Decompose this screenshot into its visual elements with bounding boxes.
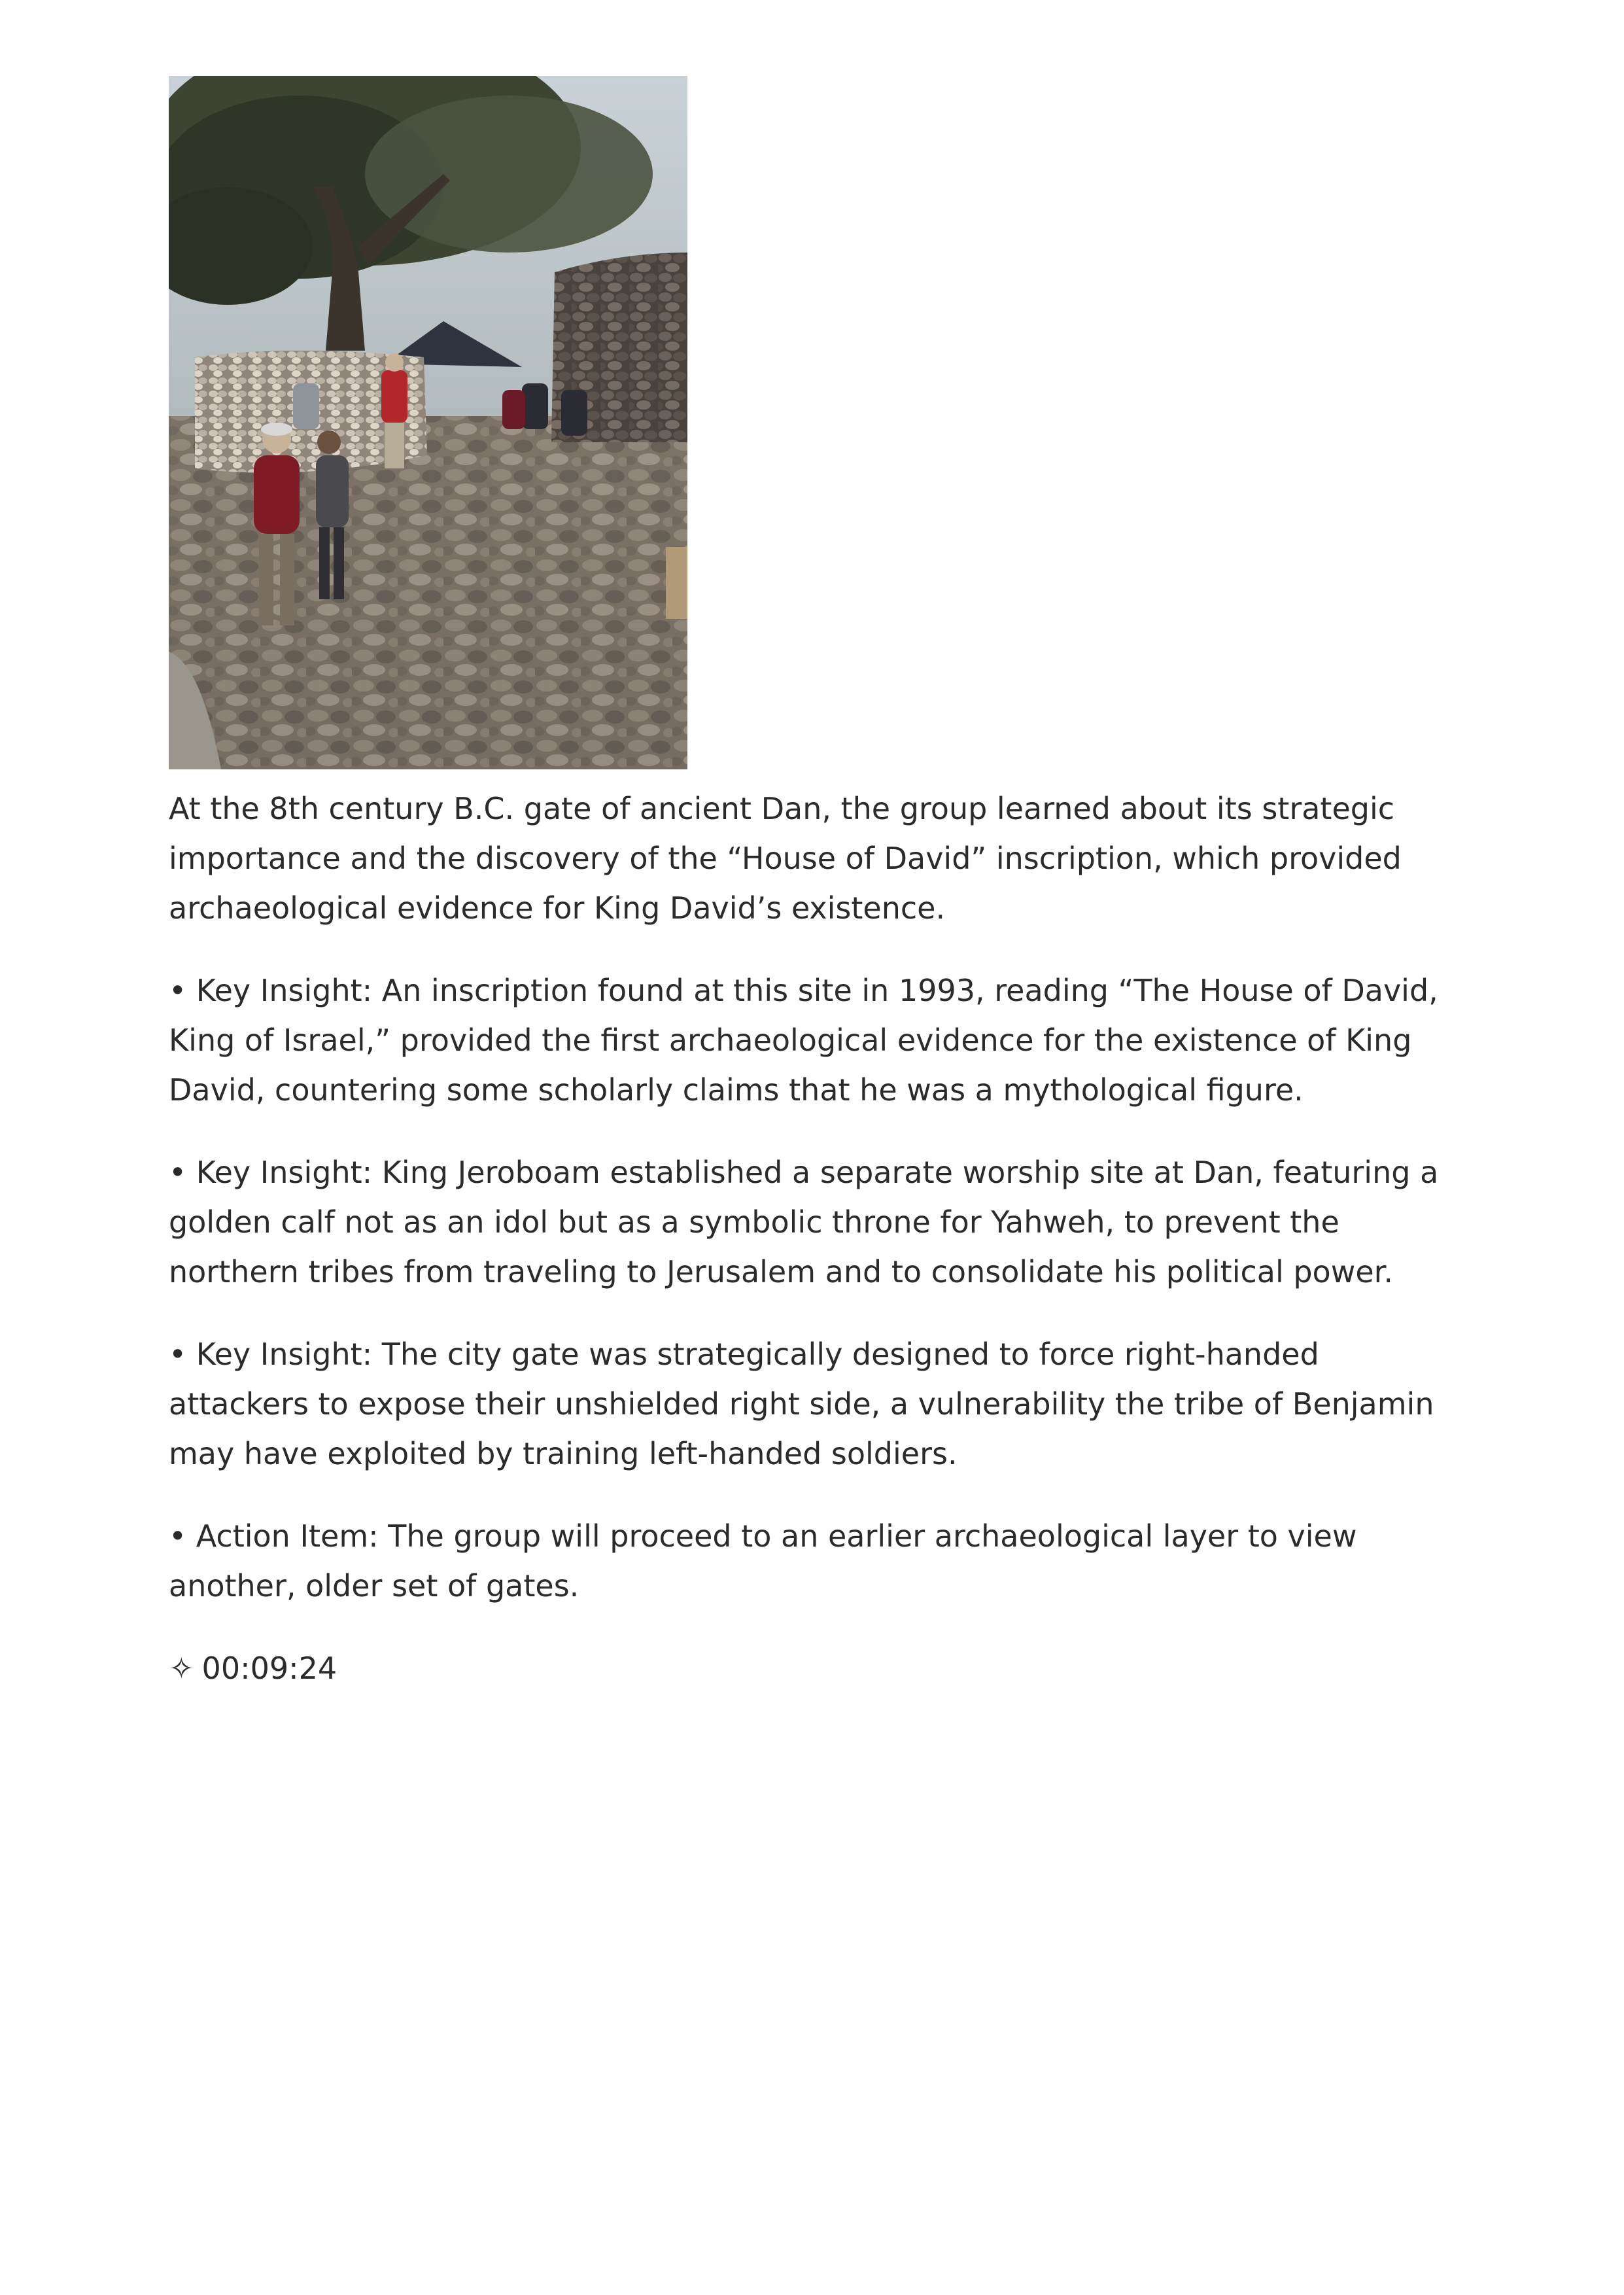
action-item-1: • Action Item: The group will proceed to an earlier archaeological layer to view another, older set of gates. bbox=[169, 1518, 1357, 1603]
document-page bbox=[169, 76, 1464, 1693]
photo-caption: At the 8th century B.C. gate of ancient Dan, the group learned about its strategic importance and the discovery of the “House of David” inscription, which provided archaeological evidence for King David’s existence. bbox=[169, 791, 1402, 926]
sparkle-icon: ✧ bbox=[169, 1651, 194, 1686]
gate-of-dan-image bbox=[169, 76, 687, 769]
timestamp bbox=[169, 1643, 1464, 1693]
timestamp-value: 00:09:24 bbox=[201, 1651, 337, 1686]
key-insight-2: • Key Insight: King Jeroboam established a separate worship site at Dan, featuring a golden calf not as an idol but as a symbolic throne for Yahweh, to prevent the northern tribes from traveling to Jerusalem and to consolidate his political power. bbox=[169, 1155, 1439, 1289]
key-insight-1: • Key Insight: An inscription found at this site in 1993, reading “The House of David, King of Israel,” provided the first archaeological evidence for the existence of King David, countering some scholarly claims that he was a mythological figure. bbox=[169, 973, 1438, 1108]
key-insight-3: • Key Insight: The city gate was strategically designed to force right-handed attackers to expose their unshielded right side, a vulnerability the tribe of Benjamin may have exploited by training left-handed soldiers. bbox=[169, 1337, 1434, 1471]
site-photo bbox=[169, 76, 687, 769]
